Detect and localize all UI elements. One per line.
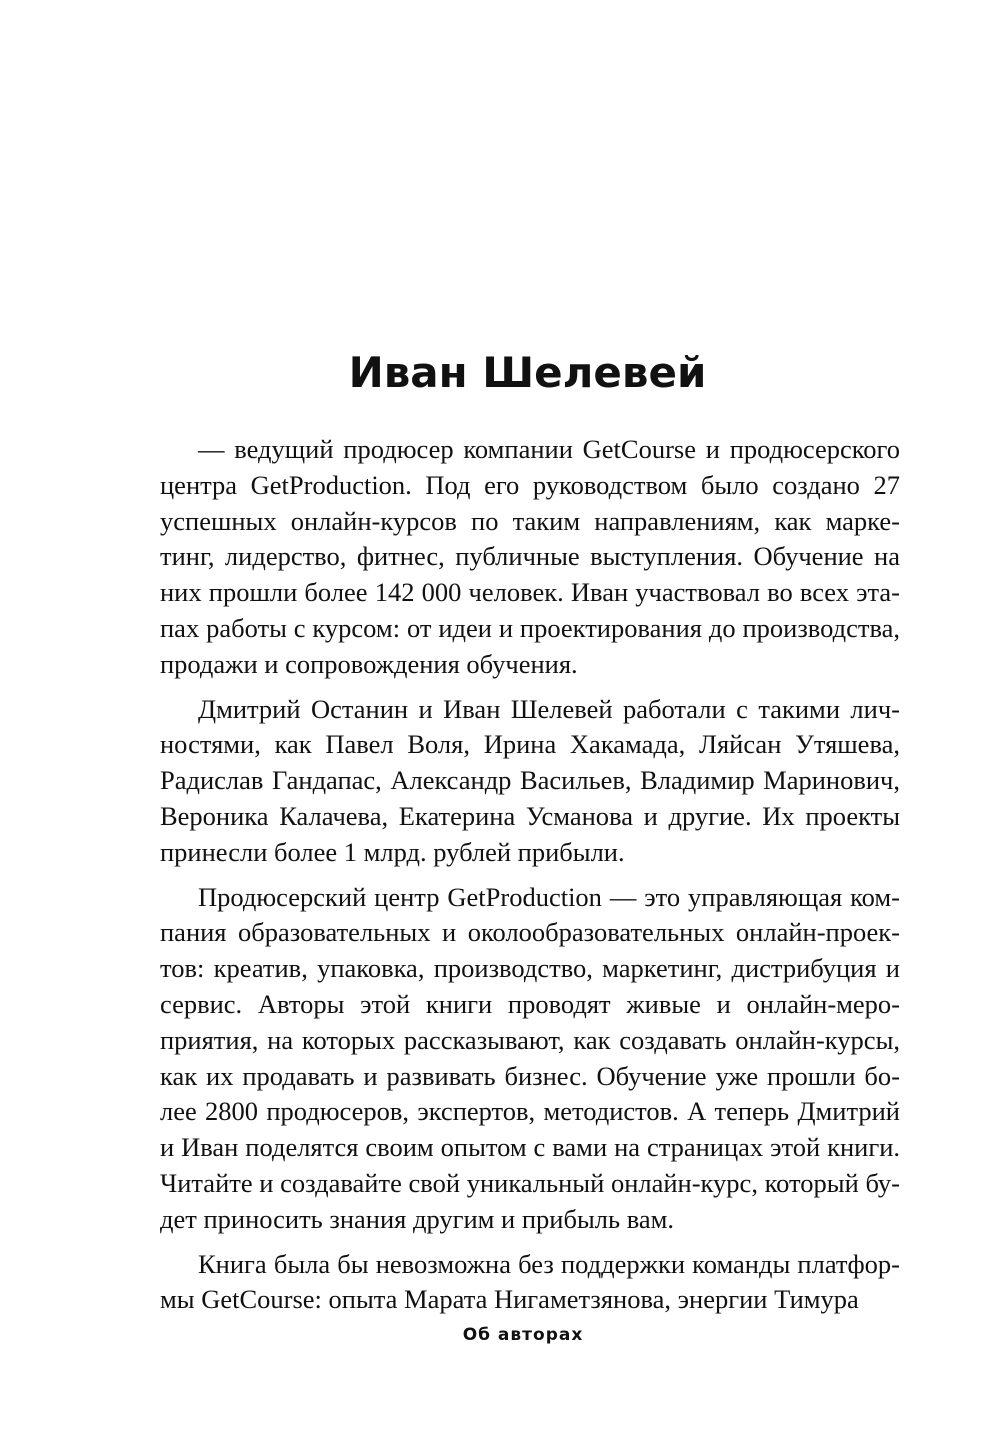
running-footer-section-title: Об авторах bbox=[462, 1325, 584, 1345]
author-bio bbox=[160, 432, 900, 1327]
author-name-heading: Иван Шелевей bbox=[348, 348, 707, 397]
bio-paragraph-2: Дмитрий Останин и Иван Шелевей работали с такими личностями, как Павел Воля, Ирина Хакамада, Ляйсан Утяшева, Радислав Гандапас, Александр Васильев, Владимир Маринович, Вероника Калачева, Екатерина Усманова и другие. Их проекты принесли более 1 млрд. рублей прибыли. bbox=[160, 693, 900, 867]
bio-paragraph-4: Книга была бы невозможна без поддержки команды платформы GetCourse: опыта Марата Нигаметзянова, энергии Тимура bbox=[160, 1248, 900, 1315]
bio-paragraph-1: — ведущий продюсер компании GetCourse и продюсерского центра GetProduction. Под его руководством было создано 27 успешных онлайн-курсов по таким направлениям, как маркетинг, лидерство, фитнес, публичные выступления. Обучение на них прошли более 142 000 человек. Иван участвовал во всех этапах работы с курсом: от идеи и проектирования до производства, продажи и сопровождения обучения. bbox=[160, 434, 900, 679]
bio-paragraph-3: Продюсерский центр GetProduction — это управляющая компания образовательных и околообразовательных онлайн-проектов: креатив, упаковка, производство, маркетинг, дистрибуция и сервис. Авторы этой книги проводят живые и онлайн-мероприятия, на которых рассказывают, как создавать онлайн-курсы, как их продавать и развивать бизнес. Обучение уже прошли более 2800 продюсеров, экспертов, методистов. А теперь Дмитрий и Иван поделятся своим опытом с вами на страницах этой книги. Читайте и создавайте свой уникальный онлайн-курс, который будет приносить знания другим и прибыль вам. bbox=[160, 881, 900, 1234]
